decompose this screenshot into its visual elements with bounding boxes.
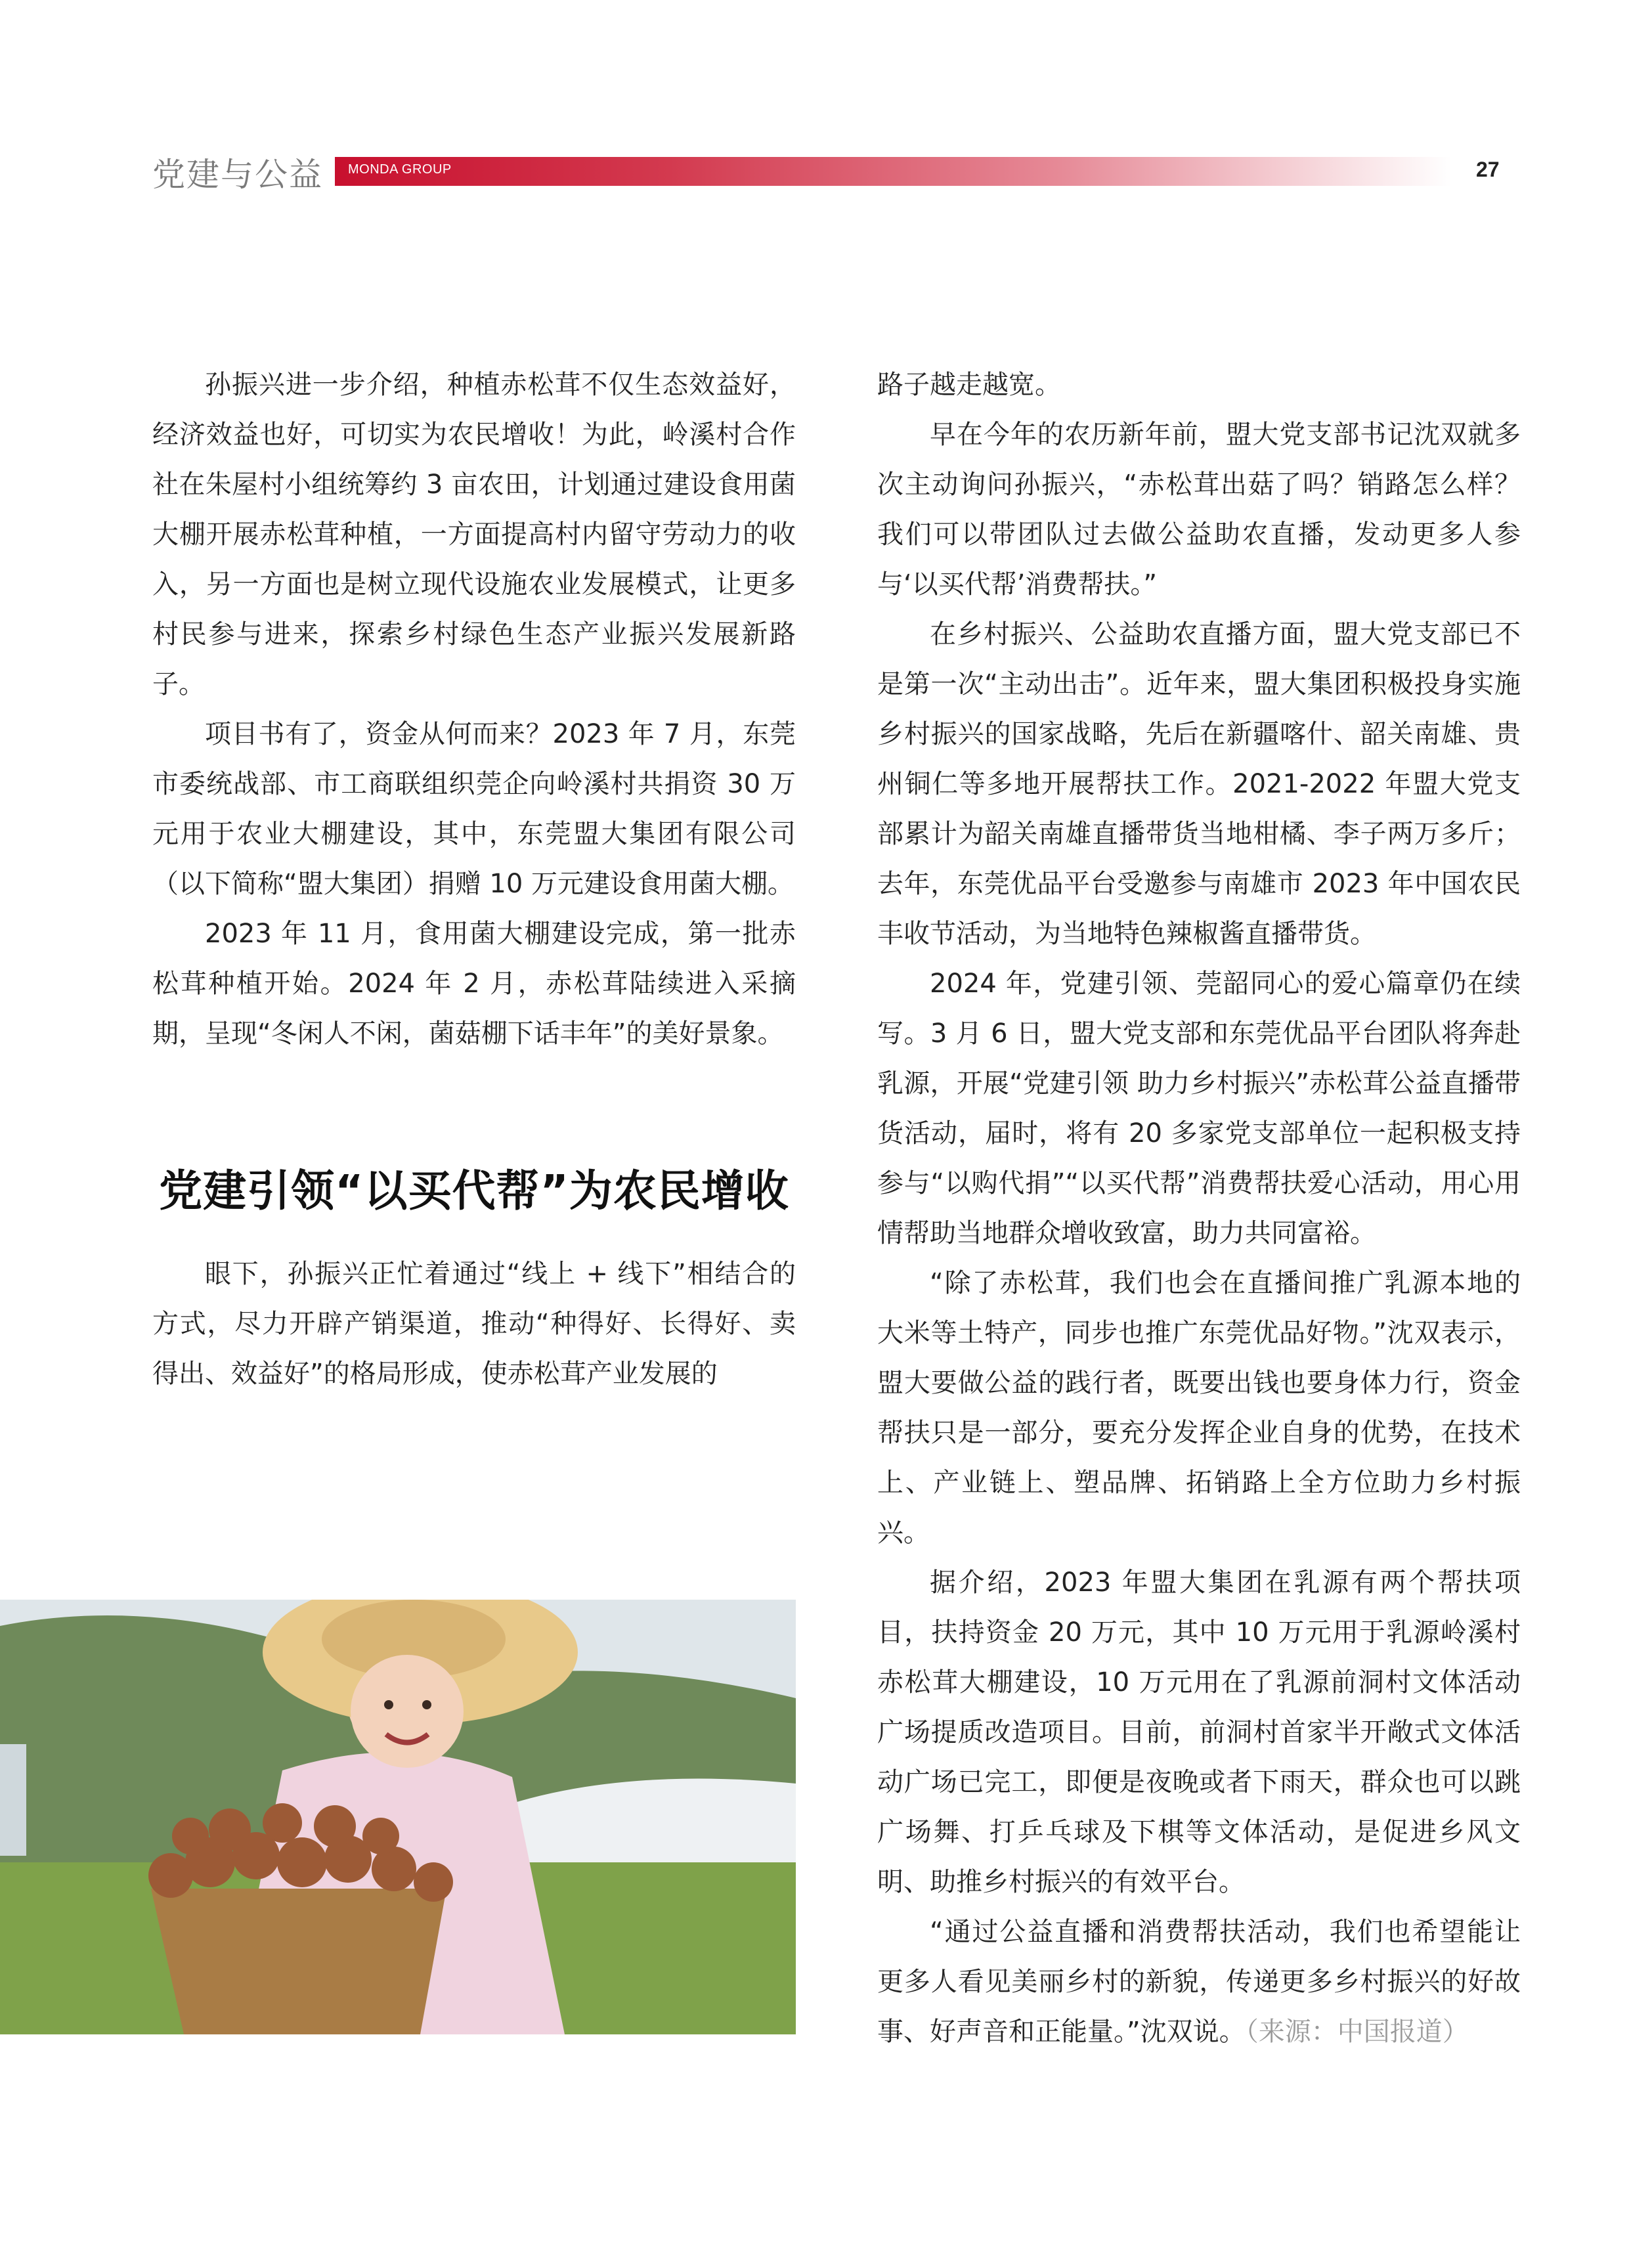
paragraph: 项目书有了，资金从何而来？2023 年 7 月，东莞市委统战部、市工商联组织莞企向岭溪村共捐资 30 万元用于农业大棚建设，其中，东莞盟大集团有限公司（以下简称“盟大集团）捐赠 10 万元建设食用菌大棚。 — [152, 719, 796, 899]
page-number: 27 — [1476, 158, 1500, 181]
paragraph: 2023 年 11 月，食用菌大棚建设完成，第一批赤松茸种植开始。2024 年 2 月，赤松茸陆续进入采摘期，呈现“冬闲人不闲，菌菇棚下话丰年”的美好景象。 — [152, 919, 796, 1049]
photo-eye — [384, 1700, 393, 1709]
left-column-continued — [152, 1249, 796, 1399]
paragraph: 孙振兴进一步介绍，种植赤松茸不仅生态效益好，经济效益也好，可切实为农民增收！为此，岭溪村合作社在朱屋村小组统筹约 3 亩农田，计划通过建设食用菌大棚开展赤松茸种植，一方面提高村内留守劳动力的收入，另一方面也是树立现代设施农业发展模式，让更多村民参与进来，探索乡村绿色生态产业振兴发展新路子。 — [152, 370, 796, 699]
photo-basket — [151, 1889, 446, 2034]
section-title: 党建与公益 — [152, 156, 323, 194]
paragraph: 眼下，孙振兴正忙着通过“线上 + 线下”相结合的方式，尽力开辟产销渠道，推动“种得好、长得好、卖得出、效益好”的格局形成，使赤松茸产业发展的 — [152, 1259, 796, 1389]
section-heading: 党建引领“以买代帮”为农民增收 — [159, 1166, 789, 1216]
right-column — [877, 360, 1521, 2057]
left-column — [152, 360, 796, 1059]
photo-eye — [422, 1700, 431, 1709]
paragraph: 据介绍，2023 年盟大集团在乳源有两个帮扶项目，扶持资金 20 万元，其中 10 万元用于乳源岭溪村赤松茸大棚建设，10 万元用在了乳源前洞村文体活动广场提质改造项目。目前，前洞村首家半开敞式文体活动广场已完工，即便是夜晚或者下雨天，群众也可以跳广场舞、打乒乓球及下棋等文体活动，是促进乡风文明、助推乡村振兴的有效平台。 — [877, 1567, 1521, 1897]
paragraph: 早在今年的农历新年前，盟大党支部书记沈双就多次主动询问孙振兴，“赤松茸出菇了吗？销路怎么样？我们可以带团队过去做公益助农直播，发动更多人参与‘以买代帮’消费帮扶。” — [877, 420, 1521, 600]
paragraph — [877, 1907, 1521, 2057]
paragraph-text: “通过公益直播和消费帮扶活动，我们也希望能让更多人看见美丽乡村的新貌，传递更多乡村振兴的好故事、好声音和正能量。”沈双说。 — [877, 1917, 1521, 2047]
photo-face-front — [351, 1655, 464, 1768]
source-note: （来源：中国报道） — [1245, 2017, 1469, 2047]
brand-label: MONDA GROUP — [348, 162, 452, 177]
paragraph: “除了赤松茸，我们也会在直播间推广乳源本地的大米等土特产，同步也推广东莞优品好物。”沈双表示，盟大要做公益的践行者，既要出钱也要身体力行，资金帮扶只是一部分，要充分发挥企业自身的优势，在技术上、产业链上、塑品牌、拓销路上全方位助力乡村振兴。 — [877, 1268, 1521, 1548]
paragraph: 2024 年，党建引领、莞韶同心的爱心篇章仍在续写。3 月 6 日，盟大党支部和东莞优品平台团队将奔赴乳源，开展“党建引领 助力乡村振兴”赤松茸公益直播带货活动，届时，将有 20 多家党支部单位一起积极支持参与“以购代捐”“以买代帮”消费帮扶爱心活动，用心用情帮助当地群众增收致富，助力共同富裕。 — [877, 969, 1521, 1248]
photo-shed — [0, 1744, 26, 1856]
paragraph: 在乡村振兴、公益助农直播方面，盟大党支部已不是第一次“主动出击”。近年来，盟大集团积极投身实施乡村振兴的国家战略，先后在新疆喀什、韶关南雄、贵州铜仁等多地开展帮扶工作。2021-2022 年盟大党支部累计为韶关南雄直播带货当地柑橘、李子两万多斤；去年，东莞优品平台受邀参与南雄市 2023 年中国农民丰收节活动，为当地特色辣椒酱直播带货。 — [877, 619, 1521, 949]
paragraph: 路子越走越宽。 — [877, 370, 1061, 400]
header-bar — [335, 157, 1451, 186]
farmer-photo — [0, 1600, 796, 2034]
